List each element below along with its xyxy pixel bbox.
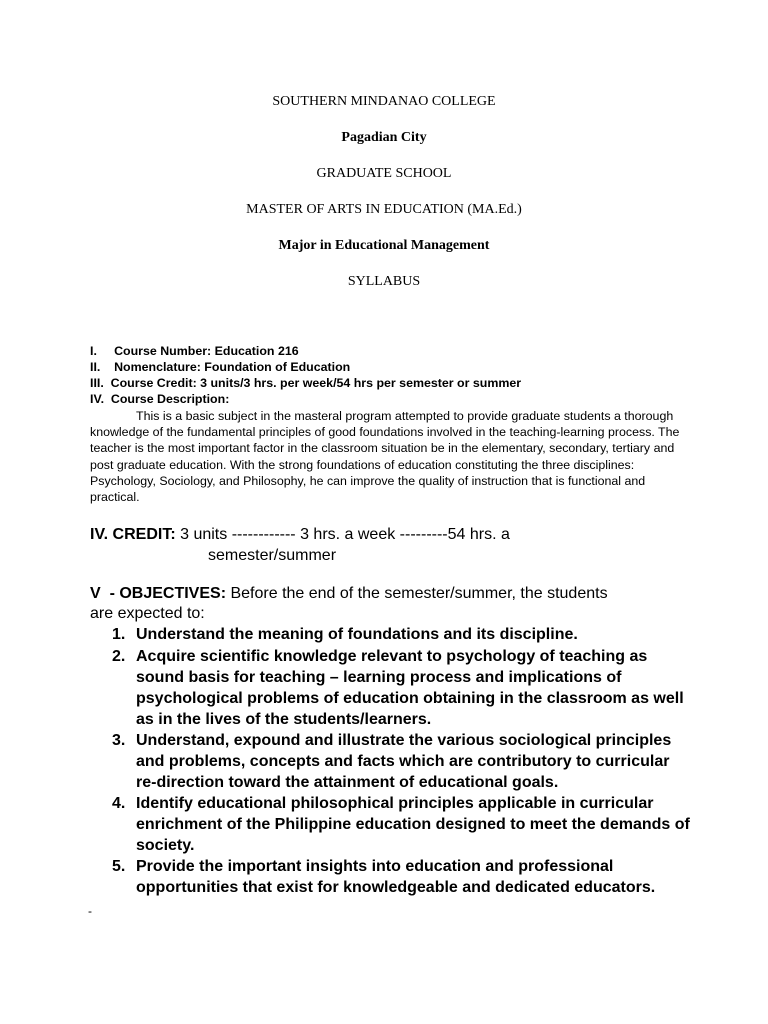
objective-text: Provide the important insights into education and professional opportunities that exist for knowledgeable and dedicated educators. [136,858,656,896]
course-credit: III. Course Credit: 3 units/3 hrs. per week/54 hrs per semester or summer [90,376,522,390]
footer-mark: - [88,904,92,918]
document-title: SYLLABUS [347,274,421,289]
credit-line1: 3 units ------------ 3 hrs. a week ---------54 hrs. a [175,526,510,543]
course-description-text: This is a basic subject in the masteral program attempted to provide graduate students a thorough knowledge of the fundamental principles of good foundations involved in the teaching-learning process. The teacher is the most important factor in the classroom situation be in the elementary, secondary, tertiary and post graduate education. With the strong foundations of education constituting the three disciplines: Psychology, Sociology, and Philosophy, he can improve the quality of instruction that is functional and practical. [90,409,680,505]
credit-line [90,526,510,544]
objective-number: 2. [112,648,126,665]
objectives-intro-line1: Before the end of the semester/summer, the students [226,585,608,602]
objective-text: Acquire scientific knowledge relevant to psychology of teaching as sound basis for teaching – learning process and implications of psychological problems of education obtaining in the classroom as well as in the lives of the students/learners. [136,648,684,728]
credit-line2: semester/summer [208,547,337,564]
objectives-label: V - OBJECTIVES: [90,585,227,602]
objective-text: Understand the meaning of foundations and its discipline. [136,626,578,643]
course-number: I. Course Number: Education 216 [90,344,299,358]
major-name: Major in Educational Management [278,238,490,253]
objective-text: Understand, expound and illustrate the various sociological principles and problems, concepts and facts which are contributory to curricular re-direction toward the attainment of educational goals. [136,732,672,791]
objectives-heading [90,585,608,603]
objectives-intro-line2: are expected to: [90,605,205,622]
objective-number: 5. [112,858,126,875]
city-name: Pagadian City [341,130,427,145]
course-description [90,408,690,505]
objective-number: 3. [112,732,126,749]
credit-label: IV. CREDIT: [90,526,176,543]
college-name: SOUTHERN MINDANAO COLLEGE [272,94,496,109]
degree-name: MASTER OF ARTS IN EDUCATION (MA.Ed.) [246,202,522,217]
objective-number: 4. [112,795,126,812]
objective-number: 1. [112,626,126,643]
course-nomenclature: II. Nomenclature: Foundation of Education [90,360,351,374]
objective-text: Identify educational philosophical principles applicable in curricular enrichment of the Philippine education designed to meet the demands of society. [136,795,690,854]
course-description-label: IV. Course Description: [90,392,230,406]
school-name: GRADUATE SCHOOL [316,166,452,181]
